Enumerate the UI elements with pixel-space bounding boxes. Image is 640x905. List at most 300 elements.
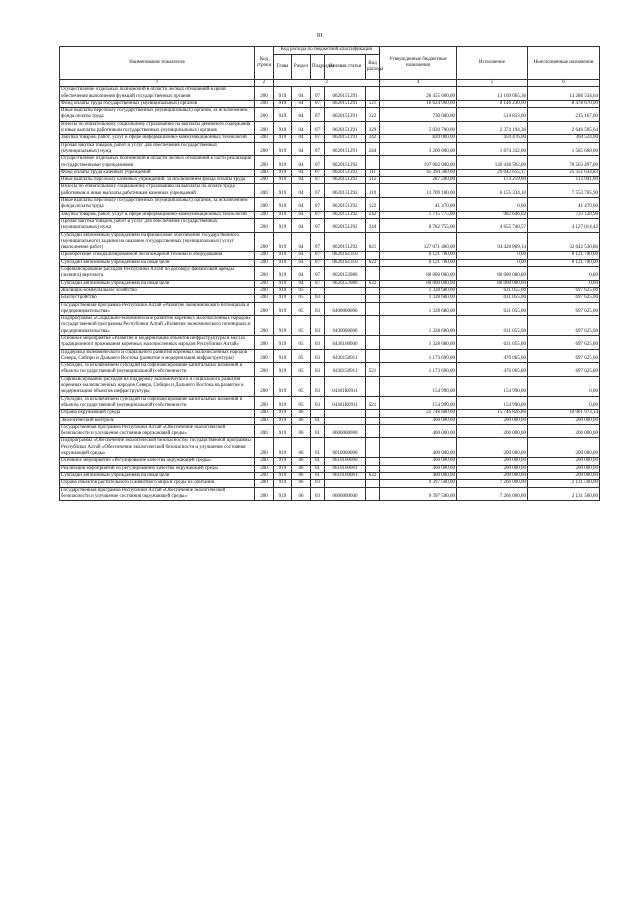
cell-cs: 0610000000 (325, 438, 366, 458)
cell-a: 9 397 500,00 (380, 487, 457, 501)
table-row (60, 302, 600, 316)
cell-a: 80 000 000,00 (380, 267, 457, 281)
cell-vr (366, 267, 380, 281)
cell-code: 200 (255, 438, 274, 458)
cell-cs (325, 480, 366, 487)
header-razdel: Раздел (292, 55, 311, 80)
cell-cs: 0400000000 (325, 302, 366, 316)
cell-g: 919 (274, 252, 292, 259)
cell-g: 919 (274, 232, 292, 252)
cell-code: 200 (255, 424, 274, 438)
cell-a: 13 709 100,00 (380, 184, 457, 198)
cell-vr (366, 487, 380, 501)
cell-u: 697 625,00 (528, 349, 600, 363)
cell-p: 03 (311, 349, 325, 363)
cell-vr (366, 458, 380, 465)
cell-a: 1 328 680,00 (380, 335, 457, 349)
cell-p: 07 (311, 100, 325, 107)
cell-u: 0,00 (528, 267, 600, 281)
cell-r: 04 (292, 169, 311, 176)
table-row (60, 287, 600, 294)
cell-p: 03 (311, 487, 325, 501)
cell-name: Субсидии автономным учреждениям на иные цели (60, 259, 255, 266)
cell-a: 45 394 300,00 (380, 169, 457, 176)
cell-vr (366, 424, 380, 438)
cell-a: 41 470,00 (380, 198, 457, 212)
cell-vr (366, 480, 380, 487)
cell-e: 476 065,00 (457, 363, 528, 377)
cell-vr: 122 (366, 198, 380, 212)
cell-code: 200 (255, 100, 274, 107)
cell-u: 200 000,00 (528, 465, 600, 472)
cell-g: 919 (274, 376, 292, 396)
cell-name: Государственная программа Республики Алтай «Развитие экономического потенциала и предпринимательства» (60, 302, 255, 316)
cell-vr (366, 316, 380, 336)
cell-g: 919 (274, 121, 292, 135)
cell-u: 697 625,00 (528, 295, 600, 302)
cell-u: 0,00 (528, 376, 600, 396)
cell-a: 400 000,00 (380, 472, 457, 479)
cell-code: 200 (255, 417, 274, 424)
cell-name: Осуществление отдельных полномочий в области лесных отношений в целях обеспечения выполнения функций государственных органов (60, 87, 255, 101)
table-row (60, 184, 600, 198)
cell-name: Экологический контроль (60, 417, 255, 424)
cell-a: 154 990,00 (380, 376, 457, 396)
cell-u: 4 127 014,43 (528, 218, 600, 232)
cell-e: 1 674 332,00 (457, 142, 528, 156)
cell-p: 03 (311, 363, 325, 377)
cell-name: Поддержка экономического и социального развития коренных малочисленных народов Севера, Сибири и Дальнего Востока (развитие и модернизация инфраструктуры) (60, 349, 255, 363)
cell-code: 200 (255, 252, 274, 259)
cell-vr (366, 438, 380, 458)
cell-r: 05 (292, 302, 311, 316)
cell-e: 173 259,00 (457, 177, 528, 184)
cell-p: 03 (311, 480, 325, 487)
cell-name: Софинансирование расходов Республики Алтай по договору финансовой аренды (лизинга) вертолета (60, 267, 255, 281)
cell-vr (366, 376, 380, 396)
cell-g: 919 (274, 316, 292, 336)
cell-r: 05 (292, 363, 311, 377)
cell-a: 8 782 755,00 (380, 218, 457, 232)
table-row (60, 169, 600, 176)
header-glava: Глава (274, 55, 292, 80)
table-row (60, 142, 600, 156)
cell-e: 200 000,00 (457, 424, 528, 438)
cell-name: Взносы по обязательному социальному страхованию на выплаты денежного содержания и иные выплаты работникам государственных (муниципальных) органов (60, 121, 255, 135)
cell-e: 126 438 502,00 (457, 156, 528, 170)
cell-g: 919 (274, 142, 292, 156)
cell-g: 919 (274, 417, 292, 424)
cell-vr: 521 (366, 363, 380, 377)
cell-e: 476 065,00 (457, 349, 528, 363)
cell-e: 80 000 000,00 (457, 280, 528, 287)
cell-g: 919 (274, 287, 292, 294)
cell-g: 919 (274, 472, 292, 479)
cell-cs: 0620151291 (325, 87, 366, 101)
cell-code: 200 (255, 198, 274, 212)
table-row (60, 135, 600, 142)
cell-u: 697 625,00 (528, 316, 600, 336)
cell-g: 919 (274, 198, 292, 212)
cell-g: 919 (274, 458, 292, 465)
cell-vr (366, 302, 380, 316)
cell-name: Иные выплаты персоналу государственных (муниципальных) органов, за исключением фонда оплаты труда (60, 198, 255, 212)
cell-name: Охрана объектов растительного и животного мира и среды их обитания (60, 480, 255, 487)
cell-vr: 621 (366, 232, 380, 252)
table-row (60, 177, 600, 184)
cell-code: 200 (255, 259, 274, 266)
cell-e: 13 169 065,36 (457, 87, 528, 101)
cell-vr (366, 252, 380, 259)
cell-e: 200 000,00 (457, 465, 528, 472)
cell-code: 200 (255, 396, 274, 410)
header-num: 5 (457, 80, 528, 87)
cell-e: 4 655 740,57 (457, 218, 528, 232)
cell-p: 07 (311, 108, 325, 122)
cell-u: 41 470,00 (528, 198, 600, 212)
cell-code: 200 (255, 287, 274, 294)
cell-g: 919 (274, 280, 292, 287)
cell-g: 919 (274, 396, 292, 410)
cell-a: 1 328 680,00 (380, 295, 457, 302)
cell-r: 04 (292, 267, 311, 281)
cell-code: 200 (255, 302, 274, 316)
cell-g: 919 (274, 302, 292, 316)
cell-e: 631 055,00 (457, 295, 528, 302)
cell-name: Охрана окружающей среды (60, 410, 255, 417)
cell-vr: 129 (366, 121, 380, 135)
cell-e: 0,00 (457, 198, 528, 212)
cell-e: 154 990,00 (457, 396, 528, 410)
cell-p: 01 (311, 417, 325, 424)
cell-g: 919 (274, 156, 292, 170)
cell-cs: 0620151292 (325, 177, 366, 184)
cell-vr (366, 417, 380, 424)
cell-name: Субсидии автономным учреждениям на иные цели (60, 280, 255, 287)
cell-p: 03 (311, 396, 325, 410)
cell-name: Субсидии, за исключением субсидий на софинансирование капитальных вложений в объекты государственной (муниципальной) собственности (60, 396, 255, 410)
cell-g: 919 (274, 424, 292, 438)
table-row (60, 218, 600, 232)
cell-name: Фонд оплаты труда казенных учреждений (60, 169, 255, 176)
cell-g: 919 (274, 480, 292, 487)
cell-name: Субсидии автономным учреждениям на финансовое обеспечение государственного (муниципального) задания на оказание государственных (муниципальных) услуг (выполнение работ) (60, 232, 255, 252)
cell-g: 919 (274, 211, 292, 218)
cell-cs: 0600000000 (325, 487, 366, 501)
cell-u: 1 585 668,00 (528, 142, 600, 156)
cell-a: 730 000,00 (380, 108, 457, 122)
header-num: 3 (274, 80, 380, 87)
cell-cs: 0620151291 (325, 108, 366, 122)
cell-p: 01 (311, 472, 325, 479)
cell-cs: 0620151291 (325, 135, 366, 142)
cell-code: 200 (255, 363, 274, 377)
cell-vr: 111 (366, 169, 380, 176)
cell-vr (366, 87, 380, 101)
cell-e: 6 155 334,10 (457, 184, 528, 198)
table-row (60, 259, 600, 266)
cell-a: 400 000,00 (380, 438, 457, 458)
cell-code: 200 (255, 232, 274, 252)
cell-g: 919 (274, 100, 292, 107)
cell-code: 200 (255, 376, 274, 396)
cell-r: 06 (292, 480, 311, 487)
cell-code: 200 (255, 177, 274, 184)
cell-name: Жилищно-коммунальное хозяйство (60, 287, 255, 294)
cell-a: 127 071 400,00 (380, 232, 457, 252)
cell-u: 70 563 497,00 (528, 156, 600, 170)
cell-cs: 0620151291 (325, 100, 366, 107)
cell-u: 6 121 700,00 (528, 259, 600, 266)
cell-u: 0,00 (528, 396, 600, 410)
cell-r: 04 (292, 198, 311, 212)
cell-a: 25 748 800,00 (380, 410, 457, 417)
cell-vr: 242 (366, 135, 380, 142)
header-num: 2 (255, 80, 274, 87)
cell-e: 514 833,00 (457, 108, 528, 122)
cell-name: Субсидии, за исключением субсидий на софинансирование капитальных вложений в объекты государственной (муниципальной) собственности (60, 363, 255, 377)
cell-r: 06 (292, 458, 311, 465)
cell-g: 919 (274, 363, 292, 377)
cell-cs: 0620151292 (325, 184, 366, 198)
cell-code: 200 (255, 480, 274, 487)
header-approved: Утвержденные бюджетные назначения (380, 47, 457, 80)
table-row (60, 417, 600, 424)
cell-cs (325, 287, 366, 294)
cell-a: 1 173 690,00 (380, 363, 457, 377)
table-row (60, 232, 600, 252)
cell-name: Осуществление отдельных полномочий в области лесных отношений в части реализации государственными учреждениями (60, 156, 255, 170)
cell-p: 07 (311, 267, 325, 281)
cell-code: 200 (255, 316, 274, 336)
cell-cs: 04301R0911 (325, 376, 366, 396)
cell-g: 919 (274, 349, 292, 363)
cell-vr: 622 (366, 259, 380, 266)
cell-r: 05 (292, 287, 311, 294)
header-num: 6 (528, 80, 600, 87)
cell-a: 400 000,00 (380, 417, 457, 424)
cell-e: 94 428 869,14 (457, 232, 528, 252)
cell-e: 2 374 194,36 (457, 121, 528, 135)
cell-name: Государственная программа Республики Алтай «Обеспечение экологической безопасности и улучшение состояния окружающей среды» (60, 487, 255, 501)
table-row (60, 121, 600, 135)
cell-name: Благоустройство (60, 295, 255, 302)
cell-cs: 0610100001 (325, 465, 366, 472)
header-executed: Исполнение (457, 47, 528, 80)
header-unexecuted: Неисполненные назначения (528, 47, 600, 80)
cell-cs (325, 417, 366, 424)
cell-a: 3 260 000,00 (380, 142, 457, 156)
cell-cs: 0620151292 (325, 169, 366, 176)
cell-p: 07 (311, 169, 325, 176)
cell-u: 697 625,00 (528, 335, 600, 349)
table-row (60, 487, 600, 501)
cell-vr (366, 465, 380, 472)
cell-u: 2 131 500,00 (528, 487, 600, 501)
cell-e: 200 000,00 (457, 417, 528, 424)
cell-e: 7 266 000,00 (457, 480, 528, 487)
budget-execution-table (59, 46, 600, 501)
header-name: Наименование показателя (60, 47, 255, 80)
cell-g: 919 (274, 177, 292, 184)
table-row (60, 280, 600, 287)
cell-p: 01 (311, 438, 325, 458)
header-num: 4 (380, 80, 457, 87)
table-row (60, 349, 600, 363)
cell-g: 919 (274, 169, 292, 176)
cell-p: 07 (311, 232, 325, 252)
cell-u: 200 000,00 (528, 438, 600, 458)
cell-r: 04 (292, 211, 311, 218)
cell-code: 200 (255, 267, 274, 281)
cell-g: 919 (274, 218, 292, 232)
cell-code: 200 (255, 280, 274, 287)
table-row (60, 472, 600, 479)
cell-r: 04 (292, 177, 311, 184)
header-num: 1 (60, 80, 255, 87)
cell-name: Основное мероприятие «Регулирование качества окружающей среды» (60, 458, 255, 465)
cell-p: 07 (311, 211, 325, 218)
cell-e: 200 000,00 (457, 472, 528, 479)
header-budget-code: Код расхода по бюджетной классификации (274, 47, 380, 55)
cell-name: Фонд оплаты труда государственных (муниципальных) органов (60, 100, 255, 107)
cell-p (311, 287, 325, 294)
cell-code: 200 (255, 87, 274, 101)
cell-p: 07 (311, 135, 325, 142)
cell-g: 919 (274, 295, 292, 302)
cell-name: Закупка товаров, работ, услуг в сфере информационно-коммуникационных технологий (60, 135, 255, 142)
cell-code: 200 (255, 349, 274, 363)
cell-u: 32 642 530,86 (528, 232, 600, 252)
cell-e: 982 646,02 (457, 211, 528, 218)
cell-vr (366, 287, 380, 294)
cell-u: 25 351 644,83 (528, 169, 600, 176)
cell-e: 631 055,00 (457, 335, 528, 349)
table-row (60, 156, 600, 170)
cell-code: 200 (255, 410, 274, 417)
table-row (60, 211, 600, 218)
cell-g: 919 (274, 135, 292, 142)
cell-cs: 0620151291 (325, 121, 366, 135)
cell-name: Иные выплаты персоналу казенных учреждений, за исключением фонда оплаты труда (60, 177, 255, 184)
cell-u: 113 941,00 (528, 177, 600, 184)
cell-u: 215 167,00 (528, 108, 600, 122)
cell-a: 1 328 680,00 (380, 302, 457, 316)
table-row (60, 438, 600, 458)
cell-name: Прочая закупка товаров, работ и услуг для обеспечения государственных (муниципальных) нужд (60, 142, 255, 156)
cell-e: 80 000 000,00 (457, 267, 528, 281)
cell-e: 0,00 (457, 259, 528, 266)
cell-a: 287 200,00 (380, 177, 457, 184)
cell-g: 919 (274, 259, 292, 266)
cell-a: 6 121 700,00 (380, 252, 457, 259)
cell-cs: 0430000000 (325, 316, 366, 336)
cell-u: 200 000,00 (528, 424, 600, 438)
cell-e: 200 000,00 (457, 458, 528, 465)
cell-a: 400 000,00 (380, 424, 457, 438)
table-row (60, 363, 600, 377)
header-line-code: Код строки (255, 47, 274, 80)
cell-g: 919 (274, 335, 292, 349)
cell-cs: 04301R0911 (325, 396, 366, 410)
cell-code: 200 (255, 458, 274, 465)
cell-g: 919 (274, 465, 292, 472)
table-row (60, 480, 600, 487)
cell-p (311, 410, 325, 417)
cell-cs (325, 295, 366, 302)
cell-vr (366, 349, 380, 363)
cell-name: Софинансирование расходов на поддержку экономического и социального развития коренных малочисленных народов Севера, Сибири и Дальнего Востока на развитие и модернизацию объектов инфраструктуры (60, 376, 255, 396)
cell-u: 7 553 765,90 (528, 184, 600, 198)
cell-g: 919 (274, 108, 292, 122)
cell-r: 04 (292, 142, 311, 156)
cell-code: 200 (255, 335, 274, 349)
cell-u: 200 000,00 (528, 472, 600, 479)
cell-r: 05 (292, 316, 311, 336)
cell-vr: 244 (366, 218, 380, 232)
cell-vr: 622 (366, 472, 380, 479)
header-exp-type: Вид расхода (366, 55, 380, 80)
cell-r: 06 (292, 487, 311, 501)
cell-p: 01 (311, 424, 325, 438)
cell-u: 2 131 500,00 (528, 480, 600, 487)
cell-u: 6 121 700,00 (528, 252, 600, 259)
cell-r: 04 (292, 232, 311, 252)
cell-name: Подпрограмма «Обеспечение экологической безопасности» государственной программы Республики Алтай «Обеспечение экологической безопасности и улучшение состояния окружающей среды» (60, 438, 255, 458)
cell-cs: 0620151292 (325, 232, 366, 252)
cell-p: 07 (311, 177, 325, 184)
table-row (60, 316, 600, 336)
cell-vr (366, 335, 380, 349)
cell-u: 697 625,00 (528, 363, 600, 377)
cell-u: 10 001 973,14 (528, 410, 600, 417)
cell-code: 200 (255, 169, 274, 176)
cell-r: 06 (292, 410, 311, 417)
cell-r: 04 (292, 87, 311, 101)
cell-e: 631 055,00 (457, 287, 528, 294)
cell-a: 400 000,00 (380, 465, 457, 472)
cell-a: 1 173 690,00 (380, 349, 457, 363)
table-row (60, 465, 600, 472)
cell-p: 01 (311, 465, 325, 472)
cell-p: 07 (311, 252, 325, 259)
table-row (60, 295, 600, 302)
cell-r: 04 (292, 184, 311, 198)
cell-e: 15 746 826,86 (457, 410, 528, 417)
cell-cs: 0610100000 (325, 458, 366, 465)
cell-a: 9 397 500,00 (380, 480, 457, 487)
cell-p: 03 (311, 335, 325, 349)
cell-e: 154 990,00 (457, 376, 528, 396)
cell-a: 1 328 680,00 (380, 316, 457, 336)
cell-vr: 242 (366, 211, 380, 218)
cell-u: 13 286 534,64 (528, 87, 600, 101)
table-row (60, 396, 600, 410)
cell-name: Реализация мероприятий по регулированию качества окружающей среды (60, 465, 255, 472)
cell-cs: 0620151292 (325, 198, 366, 212)
page-number: 81 (317, 33, 323, 39)
cell-r: 05 (292, 396, 311, 410)
cell-r: 04 (292, 218, 311, 232)
cell-name: Прочая закупка товаров, работ и услуг для обеспечения государственных (муниципальных) нужд (60, 218, 255, 232)
cell-e: 0,00 (457, 252, 528, 259)
cell-vr: 119 (366, 184, 380, 198)
cell-name: Иные выплаты персоналу государственных (муниципальных) органов, за исключением фонда оплаты труда (60, 108, 255, 122)
cell-code: 200 (255, 142, 274, 156)
table-row (60, 198, 600, 212)
cell-p: 03 (311, 316, 325, 336)
cell-e: 8 146 230,00 (457, 100, 528, 107)
